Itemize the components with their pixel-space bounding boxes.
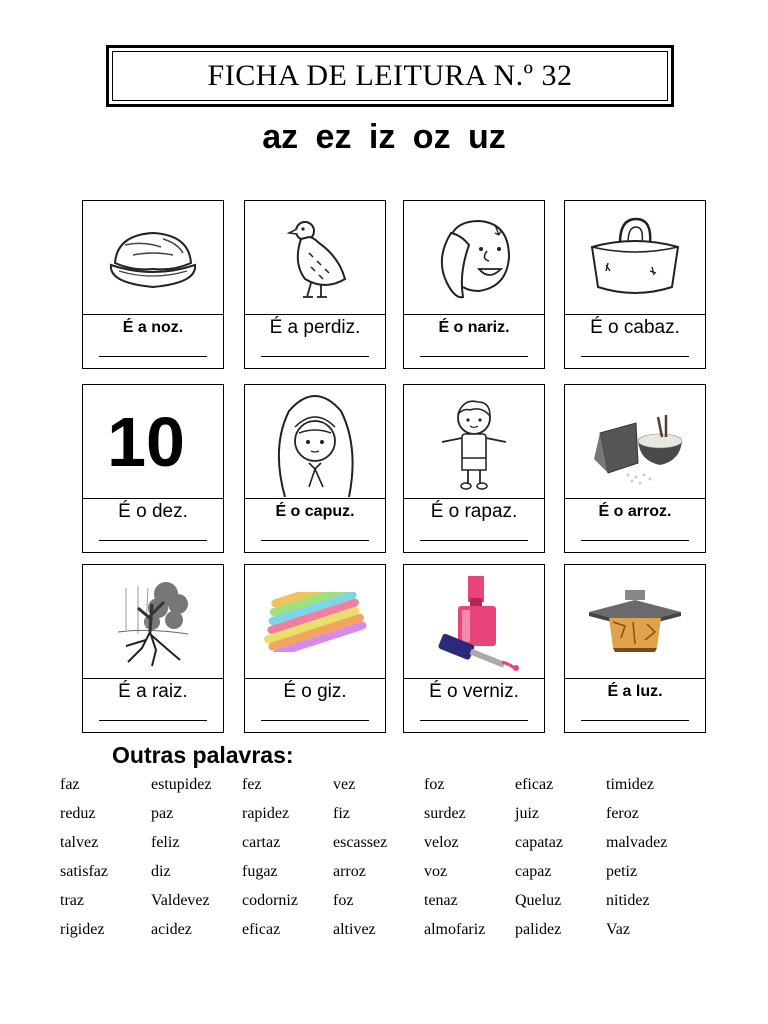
answer-line[interactable] bbox=[261, 356, 369, 357]
word-item: arroz bbox=[333, 863, 366, 880]
card-dez bbox=[82, 384, 224, 553]
worksheet-title: FICHA DE LEITURA N.º 32 bbox=[112, 51, 668, 101]
word-item: feroz bbox=[606, 805, 639, 822]
word-item: reduz bbox=[60, 805, 96, 822]
card-luz bbox=[564, 564, 706, 733]
word-item: Valdevez bbox=[151, 892, 210, 909]
word-item: eficaz bbox=[515, 776, 554, 793]
card-arroz bbox=[564, 384, 706, 553]
title-box bbox=[106, 45, 674, 107]
word-item: Vaz bbox=[606, 921, 630, 938]
word-item: fugaz bbox=[242, 863, 278, 880]
hood-icon bbox=[245, 385, 385, 499]
word-item: escassez bbox=[333, 834, 388, 851]
word-item: palidez bbox=[515, 921, 562, 938]
card-cabaz bbox=[564, 200, 706, 369]
card-caption: É o verniz. bbox=[429, 681, 519, 702]
word-item: voz bbox=[424, 863, 448, 880]
word-item: foz bbox=[333, 892, 354, 909]
card-perdiz bbox=[244, 200, 386, 369]
answer-line[interactable] bbox=[261, 540, 369, 541]
answer-line[interactable] bbox=[261, 720, 369, 721]
word-item: talvez bbox=[60, 834, 99, 851]
card-caption: É o giz. bbox=[283, 681, 347, 702]
answer-line[interactable] bbox=[581, 720, 689, 721]
walnut-icon bbox=[83, 201, 223, 315]
number-ten-icon bbox=[83, 385, 223, 499]
card-raiz bbox=[82, 564, 224, 733]
word-item: timidez bbox=[606, 776, 654, 793]
number-ten: 10 bbox=[107, 402, 185, 481]
card-caption: É o dez. bbox=[118, 501, 188, 522]
answer-line[interactable] bbox=[99, 356, 207, 357]
word-item: feliz bbox=[151, 834, 180, 851]
nail-polish-icon bbox=[404, 565, 544, 679]
nose-face-icon bbox=[404, 201, 544, 315]
card-capuz bbox=[244, 384, 386, 553]
boy-icon bbox=[404, 385, 544, 499]
letter-groups: az ez iz oz uz bbox=[262, 118, 506, 156]
card-caption: É o arroz. bbox=[598, 503, 672, 520]
word-item: tenaz bbox=[424, 892, 458, 909]
ceiling-lamp-icon bbox=[565, 565, 705, 679]
word-item: fez bbox=[242, 776, 262, 793]
word-item: almofariz bbox=[424, 921, 486, 938]
partridge-icon bbox=[245, 201, 385, 315]
word-item: acidez bbox=[151, 921, 192, 938]
answer-line[interactable] bbox=[581, 540, 689, 541]
word-item: eficaz bbox=[242, 921, 281, 938]
card-caption: É a noz. bbox=[122, 319, 184, 336]
other-words-title: Outras palavras: bbox=[112, 742, 294, 768]
word-item: estupidez bbox=[151, 776, 212, 793]
word-item: veloz bbox=[424, 834, 459, 851]
answer-line[interactable] bbox=[420, 356, 528, 357]
word-item: traz bbox=[60, 892, 84, 909]
word-item: rapidez bbox=[242, 805, 290, 822]
card-caption: É o nariz. bbox=[438, 319, 510, 336]
answer-line[interactable] bbox=[99, 540, 207, 541]
card-caption: É a perdiz. bbox=[269, 317, 361, 338]
card-rapaz bbox=[403, 384, 545, 553]
word-item: foz bbox=[424, 776, 445, 793]
card-verniz bbox=[403, 564, 545, 733]
word-item: satisfaz bbox=[60, 863, 108, 880]
card-nariz bbox=[403, 200, 545, 369]
word-item: juiz bbox=[515, 805, 539, 822]
card-caption: É o capuz. bbox=[275, 503, 355, 520]
word-item: malvadez bbox=[606, 834, 668, 851]
other-words-list bbox=[60, 776, 740, 956]
word-item: diz bbox=[151, 863, 171, 880]
word-item: altivez bbox=[333, 921, 376, 938]
word-item: fiz bbox=[333, 805, 350, 822]
word-item: petiz bbox=[606, 863, 638, 880]
word-item: nitidez bbox=[606, 892, 650, 909]
answer-line[interactable] bbox=[581, 356, 689, 357]
word-item: cartaz bbox=[242, 834, 281, 851]
card-giz bbox=[244, 564, 386, 733]
answer-line[interactable] bbox=[420, 540, 528, 541]
card-caption: É a luz. bbox=[607, 683, 663, 700]
rice-icon bbox=[565, 385, 705, 499]
word-item: vez bbox=[333, 776, 356, 793]
answer-line[interactable] bbox=[99, 720, 207, 721]
word-item: capaz bbox=[515, 863, 552, 880]
answer-line[interactable] bbox=[420, 720, 528, 721]
chalk-icon bbox=[245, 565, 385, 679]
card-caption: É a raiz. bbox=[118, 681, 188, 702]
word-item: Queluz bbox=[515, 892, 562, 909]
word-item: capataz bbox=[515, 834, 563, 851]
card-caption: É o cabaz. bbox=[590, 317, 680, 338]
word-item: surdez bbox=[424, 805, 466, 822]
tree-roots-icon bbox=[83, 565, 223, 679]
basket-icon bbox=[565, 201, 705, 315]
card-caption: É o rapaz. bbox=[430, 501, 518, 522]
word-item: paz bbox=[151, 805, 174, 822]
word-item: codorniz bbox=[242, 892, 298, 909]
card-noz bbox=[82, 200, 224, 369]
word-item: faz bbox=[60, 776, 80, 793]
word-item: rigidez bbox=[60, 921, 105, 938]
